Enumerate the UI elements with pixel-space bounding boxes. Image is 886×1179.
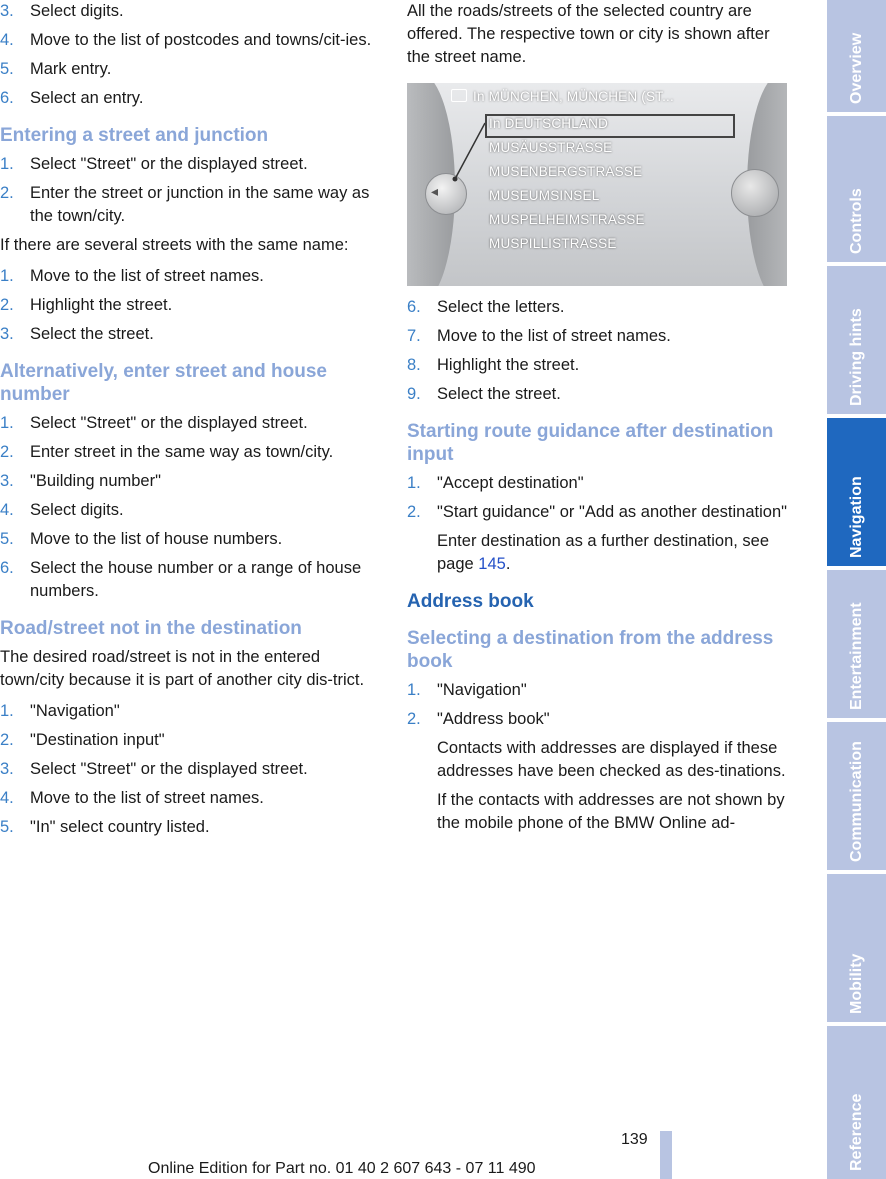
list-text: Select digits. (30, 501, 124, 519)
steps-list-2 (0, 153, 380, 228)
tab-overview[interactable]: Overview (827, 0, 886, 112)
list-item (407, 679, 789, 702)
heading-start-guidance: Starting route guidance after destination input (407, 421, 774, 465)
list-number: 4. (0, 501, 14, 519)
screen-row: In DEUTSCHLAND (489, 116, 609, 131)
list-item (0, 58, 380, 81)
enter-destination-note: Enter destination as a further destination, see page 145. (437, 532, 770, 573)
list-item (0, 265, 380, 288)
list-number: 6. (0, 559, 14, 577)
list-item (407, 501, 789, 524)
edition-footer: Online Edition for Part no. 01 40 2 607 643 - 07 11 490 (148, 1160, 536, 1177)
steps-list-3 (0, 265, 380, 346)
paragraph-several-streets: If there are several streets with the same name: (0, 236, 349, 254)
list-number: 1. (0, 414, 14, 432)
screen-row: MUSPELHEIMSTRASSE (489, 212, 645, 227)
steps-list-5 (0, 700, 380, 839)
list-item (0, 87, 380, 110)
list-text: Move to the list of house numbers. (30, 530, 283, 548)
tab-driving-hints[interactable]: Driving hints (827, 266, 886, 414)
list-number: 3. (0, 2, 14, 20)
list-text: Highlight the street. (30, 296, 173, 314)
left-column (0, 0, 380, 845)
list-text: Move to the list of street names. (30, 267, 264, 285)
heading-not-in-destination: Road/street not in the destination (0, 618, 302, 639)
list-item (0, 729, 380, 752)
screen-row: MUSENBERGSTRASSE (489, 164, 643, 179)
list-text: Enter street in the same way as town/city. (30, 443, 334, 461)
list-item (407, 354, 789, 377)
paragraph-all-roads: All the roads/streets of the selected country are offered. The respective town or city is shown after the street name. (407, 2, 770, 66)
list-number: 5. (0, 818, 14, 836)
list-item (0, 29, 380, 52)
list-text: Move to the list of postcodes and towns/cit‐ies. (30, 31, 372, 49)
heading-address-book: Address book (407, 591, 534, 612)
list-item (0, 412, 380, 435)
list-text: Select the street. (30, 325, 154, 343)
list-text: "Start guidance" or "Add as another destination" (437, 503, 787, 521)
list-text: "Address book" (437, 710, 550, 728)
list-number: 1. (407, 681, 421, 699)
list-text: "Accept destination" (437, 474, 584, 492)
page-number: 139 (621, 1131, 648, 1148)
list-number: 5. (0, 530, 14, 548)
steps-list-6 (407, 296, 789, 406)
list-item (0, 294, 380, 317)
list-item (407, 296, 789, 319)
list-number: 6. (407, 298, 421, 316)
list-item (0, 441, 380, 464)
list-text: Highlight the street. (437, 356, 580, 374)
page-link-145[interactable]: 145 (478, 555, 506, 573)
screen-row: MUSEUMSINSEL (489, 188, 600, 203)
list-text: Select the house number or a range of house numbers. (30, 559, 362, 600)
right-column (407, 0, 789, 841)
list-number: 6. (0, 89, 14, 107)
list-number: 5. (0, 60, 14, 78)
steps-list-1 (0, 0, 380, 110)
list-text: "In" select country listed. (30, 818, 210, 836)
idrive-screenshot (407, 83, 787, 286)
list-text: "Navigation" (437, 681, 527, 699)
list-text: "Navigation" (30, 702, 120, 720)
paragraph-not-in-destination: The desired road/street is not in the entered town/city because it is part of another city dis‐trict. (0, 648, 365, 689)
list-item (0, 470, 380, 493)
list-number: 2. (407, 503, 421, 521)
tab-communication[interactable]: Communication (827, 722, 886, 870)
tab-entertainment[interactable]: Entertainment (827, 570, 886, 718)
heading-house-number: Alternatively, enter street and house number (0, 361, 327, 405)
list-number: 7. (407, 327, 421, 345)
list-text: Select an entry. (30, 89, 144, 107)
screen-row: MUSPILLISTRASSE (489, 236, 617, 251)
tab-reference[interactable]: Reference (827, 1026, 886, 1179)
chapter-sidebar (827, 0, 886, 1179)
list-number: 2. (0, 443, 14, 461)
list-number: 2. (407, 710, 421, 728)
list-item (0, 528, 380, 551)
list-number: 1. (0, 267, 14, 285)
contacts-not-shown-note: If the contacts with addresses are not shown by the mobile phone of the BMW Online ad‐ (437, 791, 785, 832)
list-text: Select "Street" or the displayed street. (30, 155, 308, 173)
edit-icon (451, 89, 467, 102)
heading-street-junction: Entering a street and junction (0, 125, 269, 146)
heading-selecting-destination: Selecting a destination from the address book (407, 628, 774, 672)
list-number: 1. (0, 702, 14, 720)
list-text: Select "Street" or the displayed street. (30, 760, 308, 778)
list-item (0, 557, 380, 603)
list-number: 9. (407, 385, 421, 403)
arrow-left-icon: ◂ (431, 183, 439, 199)
tab-controls[interactable]: Controls (827, 116, 886, 262)
list-text: Select the letters. (437, 298, 565, 316)
list-text: Select digits. (30, 2, 124, 20)
list-number: 3. (0, 325, 14, 343)
list-item (0, 323, 380, 346)
list-number: 2. (0, 731, 14, 749)
list-item (407, 472, 789, 495)
list-number: 2. (0, 296, 14, 314)
list-text: "Destination input" (30, 731, 165, 749)
list-number: 3. (0, 472, 14, 490)
list-number: 4. (0, 789, 14, 807)
screen-header: In MÜNCHEN, MÜNCHEN (ST... (451, 89, 674, 104)
list-text: "Building number" (30, 472, 161, 490)
list-text: Move to the list of street names. (30, 789, 264, 807)
list-item (0, 182, 380, 228)
list-item (0, 153, 380, 176)
list-text: Move to the list of street names. (437, 327, 671, 345)
list-number: 4. (0, 31, 14, 49)
list-item (407, 325, 789, 348)
list-item (0, 0, 380, 23)
list-item (0, 700, 380, 723)
tab-mobility[interactable]: Mobility (827, 874, 886, 1022)
list-number: 8. (407, 356, 421, 374)
list-text: Enter the street or junction in the same way as the town/city. (30, 184, 370, 225)
list-text: Select "Street" or the displayed street. (30, 414, 308, 432)
contacts-note: Contacts with addresses are displayed if these addresses have been checked as des‐tinations. (437, 739, 786, 780)
list-number: 2. (0, 184, 14, 202)
screen-row: MUSÄUSSTRASSE (489, 140, 613, 155)
list-item (407, 383, 789, 406)
list-item (0, 758, 380, 781)
list-item (0, 499, 380, 522)
list-item (0, 787, 380, 810)
list-number: 1. (0, 155, 14, 173)
list-text: Mark entry. (30, 60, 112, 78)
list-item (0, 816, 380, 839)
list-number: 1. (407, 474, 421, 492)
steps-list-4 (0, 412, 380, 603)
tab-navigation[interactable]: Navigation (827, 418, 886, 566)
list-text: Select the street. (437, 385, 561, 403)
page-marker-bar (660, 1131, 672, 1179)
list-item (407, 708, 789, 731)
list-number: 3. (0, 760, 14, 778)
